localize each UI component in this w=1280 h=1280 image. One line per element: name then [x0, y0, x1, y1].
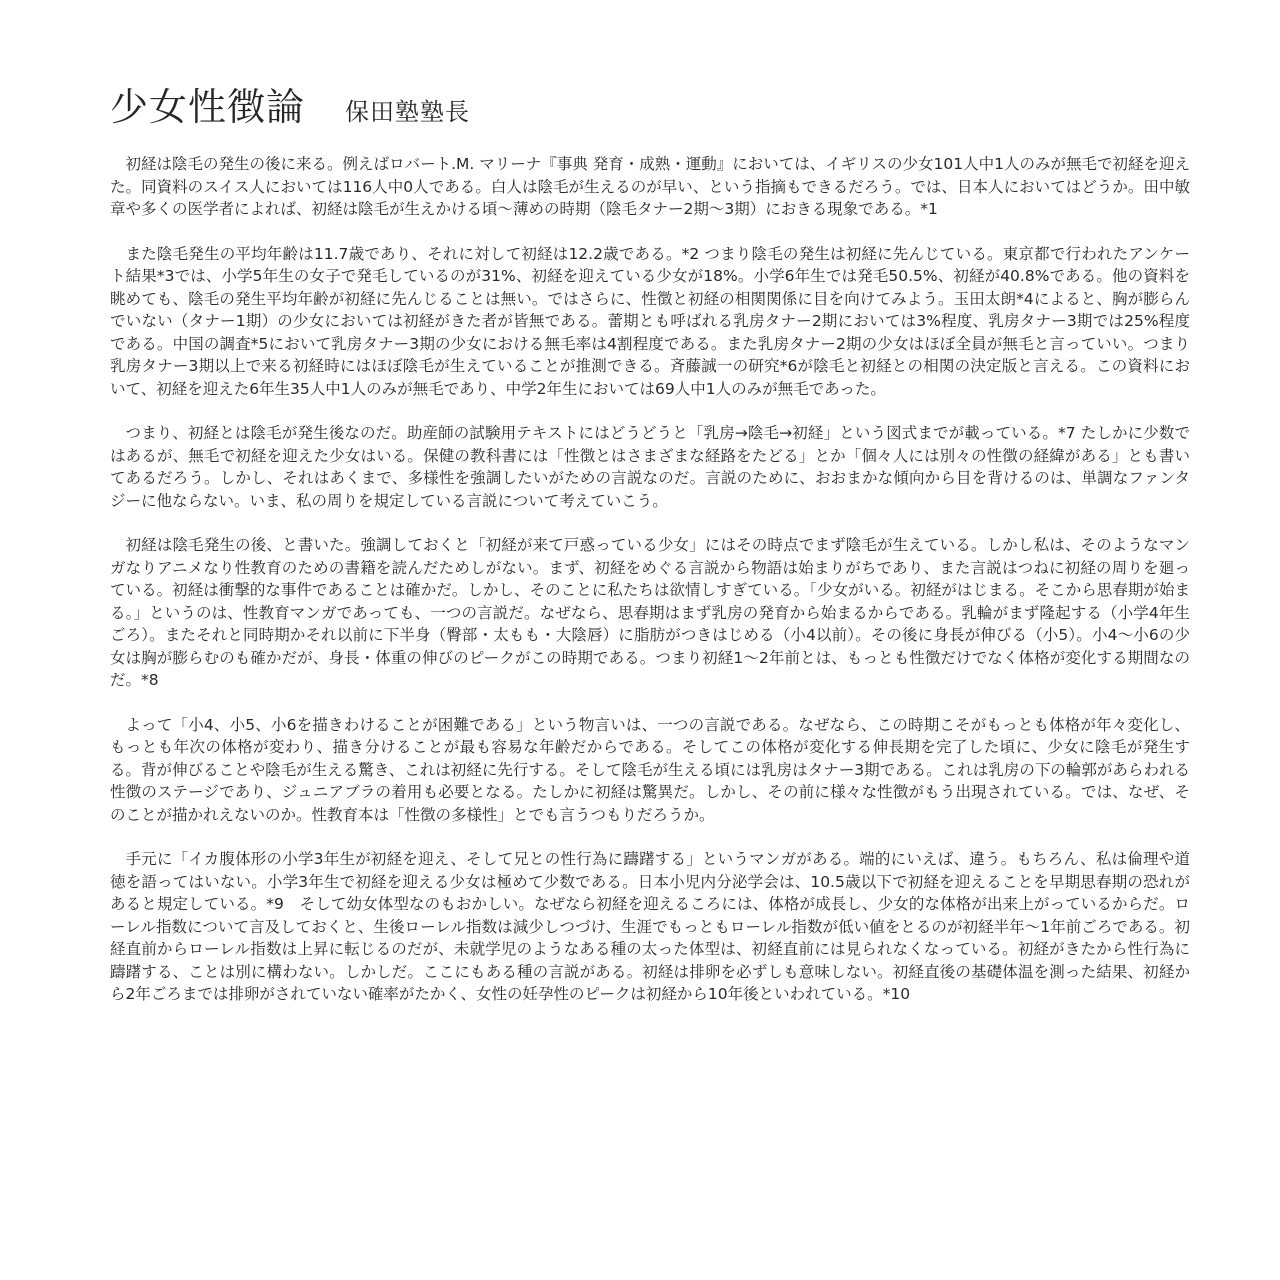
- document-author: 保田塾塾長: [345, 98, 471, 126]
- document-title: 少女性徴論: [110, 85, 306, 129]
- paragraph-5: よって「小4、小5、小6を描きわけることが困難である」という物言いは、一つの言説である。なぜなら、この時期こそがもっとも体格が年々変化し、もっとも年次の体格が変わり、描き分けることが最も容易な年齢だからである。そしてこの体格が変化する伸長期を完了した頃に、少女に陰毛が発生する。背が伸びることや陰毛が生える驚き、これは初経に先行する。そして陰毛が生える頃には乳房はタナー3期である。これは乳房の下の輪郭があらわれる性徴のステージであり、ジュニアブラの着用も必要となる。たしかに初経は驚異だ。しかし、その前に様々な性徴がもう出現されている。では、なぜ、そのことが描かれえないのか。性教育本は「性徴の多様性」とでも言うつもりだろうか。: [110, 715, 1190, 824]
- paragraph-2: また陰毛発生の平均年齢は11.7歳であり、それに対して初経は12.2歳である。*2 つまり陰毛の発生は初経に先んじている。東京都で行われたアンケート結果*3では、小学5年生の女子で発毛しているのが31%、初経を迎えている少女が18%。小学6年生では発毛50.5%、初経が40.8%である。他の資料を眺めても、陰毛の発生平均年齢が初経に先んじることは無い。ではさらに、性徴と初経の相関関係に目を向けてみよう。玉田太朗*4によると、胸が膨らんでいない（タナー1期）の少女においては初経がきた者が皆無である。蕾期とも呼ばれる乳房タナー2期においては3%程度、乳房タナー3期では25%程度である。中国の調査*5において乳房タナー3期の少女における無毛率は4割程度である。また乳房タナー2期の少女はほぼ全員が無毛と言っていい。つまり乳房タナー3期以上で来る初経時にはほぼ陰毛が生えていることが推測できる。斉藤誠一の研究*6が陰毛と初経との相関の決定版と言える。この資料において、初経を迎えた6年生35人中1人のみが無毛であり、中学2年生においては69人中1人のみが無毛であった。: [110, 244, 1190, 398]
- paragraph-4: 初経は陰毛発生の後、と書いた。強調しておくと「初経が来て戸惑っている少女」にはその時点でまず陰毛が生えている。しかし私は、そのようなマンガなりアニメなり性教育のための書籍を読んだためしがない。まず、初経をめぐる言説から物語は始まりがちであり、また言説はつねに初経の周りを廻っている。初経は衝撃的な事件であることは確かだ。しかし、そのことに私たちは欲情しすぎている。「少女がいる。初経がはじまる。そこから思春期が始まる。」というのは、性教育マンガであっても、一つの言説だ。なぜなら、思春期はまず乳房の発育から始まるからである。乳輪がまず隆起する（小学4年生ごろ）。またそれと同時期かそれ以前に下半身（臀部・太もも・大陰唇）に脂肪がつきはじめる（小4以前）。その後に身長が伸びる（小5）。小4〜小6の少女は胸が膨らむのも確かだが、身長・体重の伸びのピークがこの時期である。つまり初経1〜2年前とは、もっとも性徴だけでなく体格が変化する期間なのだ。*8: [110, 536, 1190, 689]
- document-header: [110, 76, 470, 131]
- paragraph-1: 初経は陰毛の発生の後に来る。例えばロバート.M. マリーナ『事典 発育・成熟・運動』においては、イギリスの少女101人中1人のみが無毛で初経を迎えた。同資料のスイス人においては116人中0人である。白人は陰毛が生えるのが早い、という指摘もできるだろう。では、日本人においてはどうか。田中敏章や多くの医学者によれば、初経は陰毛が生えかける頃〜薄めの時期（陰毛タナー2期〜3期）におきる現象である。*1: [110, 155, 1190, 218]
- paragraph-3: つまり、初経とは陰毛が発生後なのだ。助産師の試験用テキストにはどうどうと「乳房→陰毛→初経」という図式までが載っている。*7 たしかに少数ではあるが、無毛で初経を迎えた少女はいる。保健の教科書には「性徴とはさまざまな経路をたどる」とか「個々人には別々の性徴の経緯がある」とも書いてあるだろう。しかし、それはあくまで、多様性を強調したいがための言説なのだ。言説のために、おおまかな傾向から目を背けるのは、単調なファンタジーに他ならない。いま、私の周りを規定している言説について考えていこう。: [110, 424, 1190, 510]
- paragraph-6: 手元に「イカ腹体形の小学3年生が初経を迎え、そして兄との性行為に躊躇する」というマンガがある。端的にいえば、違う。もちろん、私は倫理や道徳を語ってはいない。小学3年生で初経を迎える少女は極めて少数である。日本小児内分泌学会は、10.5歳以下で初経を迎えることを早期思春期の恐れがあると規定している。*9 そして幼女体型なのもおかしい。なぜなら初経を迎えるころには、体格が成長し、少女的な体格が出来上がっているからだ。ローレル指数について言及しておくと、生後ローレル指数は減少しつづけ、生涯でもっともローレル指数が低い値をとるのが初経半年〜1年前ごろである。初経直前からローレル指数は上昇に転じるのだが、未就学児のようなある種の太った体型は、初経直前には見られなくなっている。初経がきたから性行為に躊躇する、ことは別に構わない。しかしだ。ここにもある種の言説がある。初経は排卵を必ずしも意味しない。初経直後の基礎体温を測った結果、初経から2年ごろまでは排卵がされていない確率がたかく、女性の妊孕性のピークは初経から10年後といわれている。*10: [110, 850, 1190, 1003]
- document-body: [110, 153, 1190, 1028]
